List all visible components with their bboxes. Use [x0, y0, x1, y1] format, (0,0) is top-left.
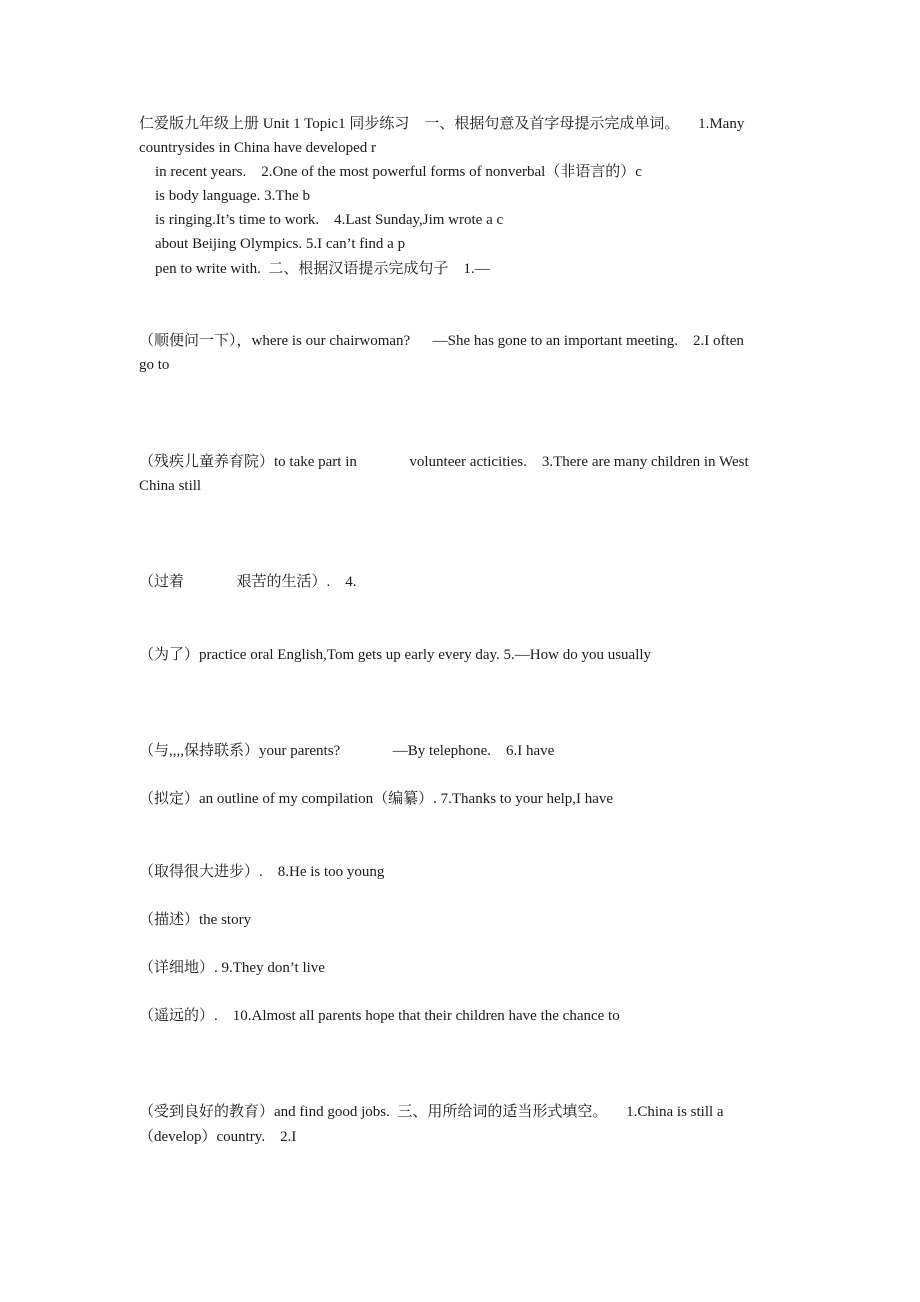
- text-line: （描述）the story: [139, 912, 252, 928]
- text-line: countrysides in China have developed r: [139, 140, 377, 156]
- text-line: （遥远的）. 10.Almost all parents hope that their children have the chance to: [139, 1008, 620, 1024]
- text-line: about Beijing Olympics. 5.I can’t find a p: [155, 236, 406, 252]
- text-line: （取得很大进步）. 8.He is too young: [139, 864, 385, 880]
- text-line: （与,,,,保持联系）your parents? —By telephone. 6.I have: [139, 743, 555, 759]
- text-line: is ringing.It’s time to work. 4.Last Sunday,Jim wrote a c: [155, 212, 504, 228]
- text-line: （受到良好的教育）and find good jobs. 三、用所给词的适当形式填空。 1.China is still a: [139, 1104, 724, 1120]
- text-line: pen to write with. 二、根据汉语提示完成句子 1.—: [155, 261, 490, 277]
- text-line: （残疾儿童养育院）to take part in volunteer acticities. 3.There are many children in West: [139, 454, 749, 470]
- text-line: （顺便问一下），where is our chairwoman? —She has gone to an important meeting. 2.I often: [139, 333, 744, 349]
- text-line: in recent years. 2.One of the most powerful forms of nonverbal（非语言的）c: [155, 164, 642, 180]
- text-line: is body language. 3.The b: [155, 188, 310, 204]
- text-line: （为了）practice oral English,Tom gets up early every day. 5.—How do you usually: [139, 647, 652, 663]
- text-line: go to: [139, 357, 170, 373]
- text-line: （拟定）an outline of my compilation（编纂）. 7.Thanks to your help,I have: [139, 791, 614, 807]
- text-line: （develop）country. 2.I: [139, 1129, 297, 1145]
- text-line: China still: [139, 478, 202, 494]
- text-line: （过着 艰苦的生活）. 4.: [139, 574, 357, 590]
- title-line: 仁爱版九年级上册 Unit 1 Topic1 同步练习 一、根据句意及首字母提示完成单词。 1.Many: [139, 116, 745, 132]
- text-line: （详细地）. 9.They don’t live: [139, 960, 325, 976]
